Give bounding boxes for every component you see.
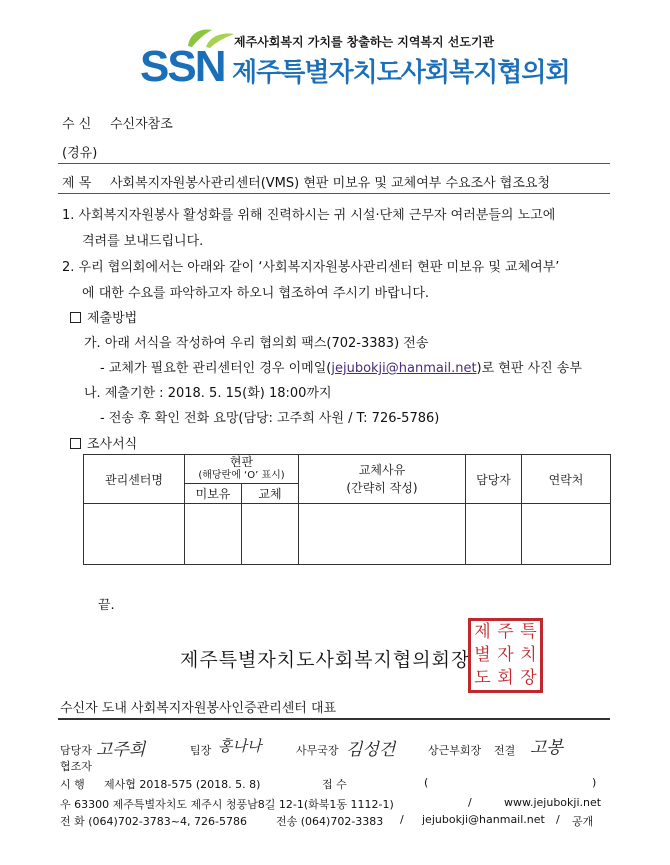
lead-signature: 홍나나 <box>218 737 262 755</box>
org-name: 제주특별자치도사회복지협의회 <box>232 58 570 88</box>
secretary-signature: 김성건 <box>346 740 396 760</box>
recipient-label: 수 신 <box>62 117 92 132</box>
footer-email[interactable]: jejubokji@hanmail.net <box>422 813 545 826</box>
checkbox-icon <box>70 312 81 323</box>
end-mark: 끝. <box>98 598 115 613</box>
checkbox-icon <box>70 438 81 449</box>
item-ga-sub-suffix: )로 현판 사진 송부 <box>476 361 582 376</box>
lead-label: 팀장 <box>190 744 212 757</box>
item-ga-sub <box>100 357 582 376</box>
col-replace: 교체 <box>242 484 299 504</box>
address-slash: / <box>468 796 472 809</box>
col-sign <box>185 455 299 484</box>
section-submission <box>70 307 137 326</box>
col-reason <box>299 455 466 504</box>
phone-slash-1: / <box>400 813 404 826</box>
item-na-sub: - 전송 후 확인 전화 요망(담당: 고주희 사원 / T: 726-5786) <box>100 411 440 426</box>
col-sign-note: (해당란에 ‘O’ 표시) <box>198 470 285 481</box>
via-label: (경유) <box>62 146 98 161</box>
recipient-value: 수신자참조 <box>110 117 173 132</box>
table-row <box>84 504 611 565</box>
section-submission-title: 제출방법 <box>87 311 138 326</box>
receive-paren-close: ) <box>592 776 597 789</box>
slogan: 제주사회복지 가치를 창출하는 지역복지 선도기관 <box>234 35 495 49</box>
col-contact: 연락처 <box>522 455 611 504</box>
paragraph-1-line-2: 격려를 보내드립니다. <box>82 234 204 249</box>
col-reason-title: 교체사유 <box>358 463 406 477</box>
item-na: 나. 제출기한 : 2018. 5. 15(화) 18:00까지 <box>84 386 332 401</box>
item-ga-sub-prefix: - 교체가 필요한 관리센터인 경우 이메일( <box>100 361 332 376</box>
survey-table <box>83 454 611 565</box>
divider-subject <box>58 193 610 194</box>
logo <box>140 26 230 96</box>
fax: 전송 (064)702-3383 <box>276 815 384 828</box>
logo-text: SSN <box>140 42 225 91</box>
website-link[interactable]: www.jejubokji.net <box>504 796 602 809</box>
paragraph-2-line-2: 에 대한 수요를 파악하고자 하오니 협조하여 주시기 바랍니다. <box>82 286 430 301</box>
secretary-label: 사무국장 <box>296 744 339 757</box>
cell-replace[interactable] <box>242 504 299 565</box>
col-center-name: 관리센터명 <box>84 455 185 504</box>
sender-name: 제주특별자치도사회복지협의회장 <box>180 649 471 671</box>
divider-footer <box>58 718 610 720</box>
paragraph-2-line-1: 2. 우리 협의회에서는 아래와 같이 ‘사회복지자원봉사관리센터 현판 미보유 및 교체여부’ <box>62 260 560 275</box>
section-survey <box>70 433 137 452</box>
col-reason-note: (간략히 작성) <box>346 481 418 495</box>
cell-reason[interactable] <box>299 504 466 565</box>
vp-label: 상근부회장 <box>428 744 482 757</box>
divider-top <box>58 163 610 164</box>
receive-label: 접 수 <box>322 778 347 791</box>
phone-slash-2: / <box>556 813 560 826</box>
email-link[interactable]: jejubokji@hanmail.net <box>331 361 477 376</box>
vp-signature: 고봉 <box>530 738 563 758</box>
address: 우 63300 제주특별자치도 제주시 청풍남8길 12-1(화북1동 1112-1) <box>60 798 394 811</box>
vp-note: 전결 <box>494 744 516 757</box>
cell-manager[interactable] <box>466 504 522 565</box>
staff-signature: 고주희 <box>96 740 146 760</box>
item-ga: 가. 아래 서식을 작성하여 우리 협의회 팩스(702-3383) 전송 <box>84 336 429 351</box>
phone: 전 화 (064)702-3783~4, 726-5786 <box>60 815 247 828</box>
recipients-list: 수신자 도내 사회복지자원봉사인증관리센터 대표 <box>60 701 337 716</box>
cell-none[interactable] <box>185 504 242 565</box>
section-survey-title: 조사서식 <box>87 437 138 452</box>
enforce-value: 제사협 2018-575 (2018. 5. 8) <box>104 778 261 791</box>
official-seal: 제 주 특 별 자 치 도 회 장 <box>468 618 543 693</box>
subject-label: 제 목 <box>62 176 92 191</box>
disclosure: 공개 <box>572 815 594 828</box>
col-sign-title: 현판 <box>229 455 254 469</box>
cooperator-label: 협조자 <box>60 760 92 773</box>
enforce-label: 시 행 <box>60 778 85 791</box>
cell-center-name[interactable] <box>84 504 185 565</box>
paragraph-1-line-1: 1. 사회복지자원봉사 활성화를 위해 진력하시는 귀 시설·단체 근무자 여러분들의 노고에 <box>62 208 556 223</box>
staff-label: 담당자 <box>60 744 92 757</box>
cell-contact[interactable] <box>522 504 611 565</box>
col-manager: 담당자 <box>466 455 522 504</box>
col-none: 미보유 <box>185 484 242 504</box>
receive-paren-open: ( <box>424 776 429 789</box>
subject-value: 사회복지자원봉사관리센터(VMS) 현판 미보유 및 교체여부 수요조사 협조요청 <box>110 176 551 191</box>
